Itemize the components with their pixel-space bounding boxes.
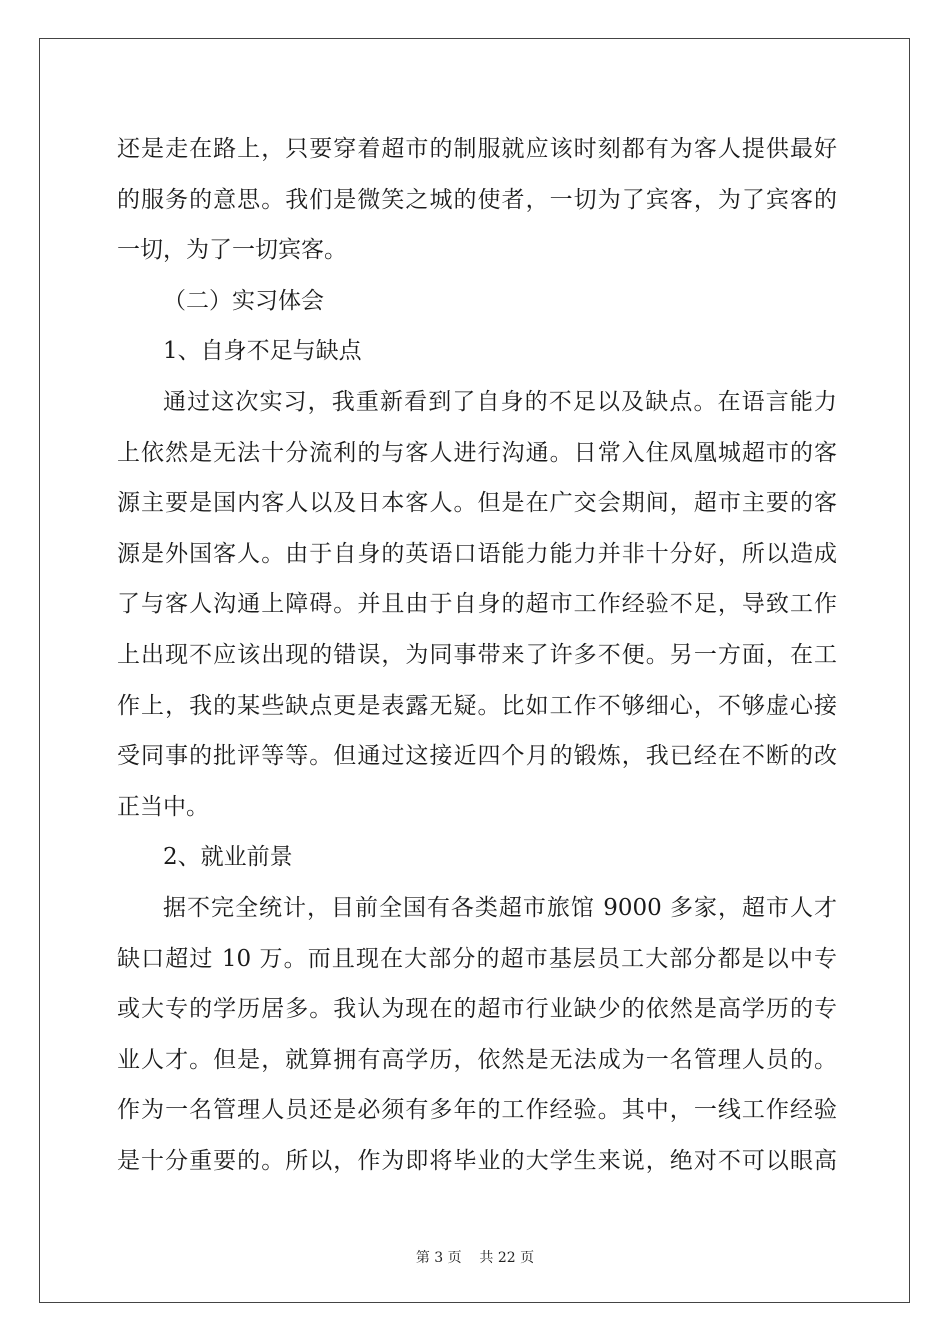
paragraph-line: 缺口超过 10 万。而且现在大部分的超市基层员工大部分都是以中专 [117,945,837,972]
paragraph-line: 的服务的意思。我们是微笑之城的使者，一切为了宾客，为了宾客的 [117,186,837,213]
paragraph-line: 受同事的批评等等。但通过这接近四个月的锻炼，我已经在不断的改 [117,743,837,770]
section-heading: （二）实习体会 [163,287,324,314]
paragraph-line: 源是外国客人。由于自身的英语口语能力能力并非十分好，所以造成 [117,540,837,567]
paragraph-line: 源主要是国内客人以及日本客人。但是在广交会期间，超市主要的客 [117,490,837,517]
subsection-heading: 2、就业前景 [163,844,293,871]
paragraph-line: 通过这次实习，我重新看到了自身的不足以及缺点。在语言能力 [163,388,837,415]
paragraph-line: 上依然是无法十分流利的与客人进行沟通。日常入住凤凰城超市的客 [117,439,837,466]
paragraph-line: 据不完全统计，目前全国有各类超市旅馆 9000 多家，超市人才 [163,894,837,921]
paragraph-line: 业人才。但是，就算拥有高学历，依然是无法成为一名管理人员的。 [117,1046,837,1073]
paragraph-line: 是十分重要的。所以，作为即将毕业的大学生来说，绝对不可以眼高 [117,1147,837,1174]
paragraph-line: 作为一名管理人员还是必须有多年的工作经验。其中，一线工作经验 [117,1097,837,1124]
paragraph-line: 还是走在路上，只要穿着超市的制服就应该时刻都有为客人提供最好 [117,136,837,162]
paragraph-line: 上出现不应该出现的错误，为同事带来了许多不便。另一方面，在工 [117,641,837,668]
paragraph-line: 正当中。 [117,793,209,820]
subsection-heading: 1、自身不足与缺点 [163,338,362,365]
paragraph-line: 作上，我的某些缺点更是表露无疑。比如工作不够细心，不够虚心接 [117,692,837,719]
paragraph-line: 一切，为了一切宾客。 [117,237,347,264]
document-body [117,126,837,1188]
paragraph-line: 了与客人沟通上障碍。并且由于自身的超市工作经验不足，导致工作 [117,591,837,618]
paragraph-line: 或大专的学历居多。我认为现在的超市行业缺少的依然是高学历的专 [117,996,837,1023]
page-footer: 第 3 页 共 22 页 [415,1250,535,1266]
